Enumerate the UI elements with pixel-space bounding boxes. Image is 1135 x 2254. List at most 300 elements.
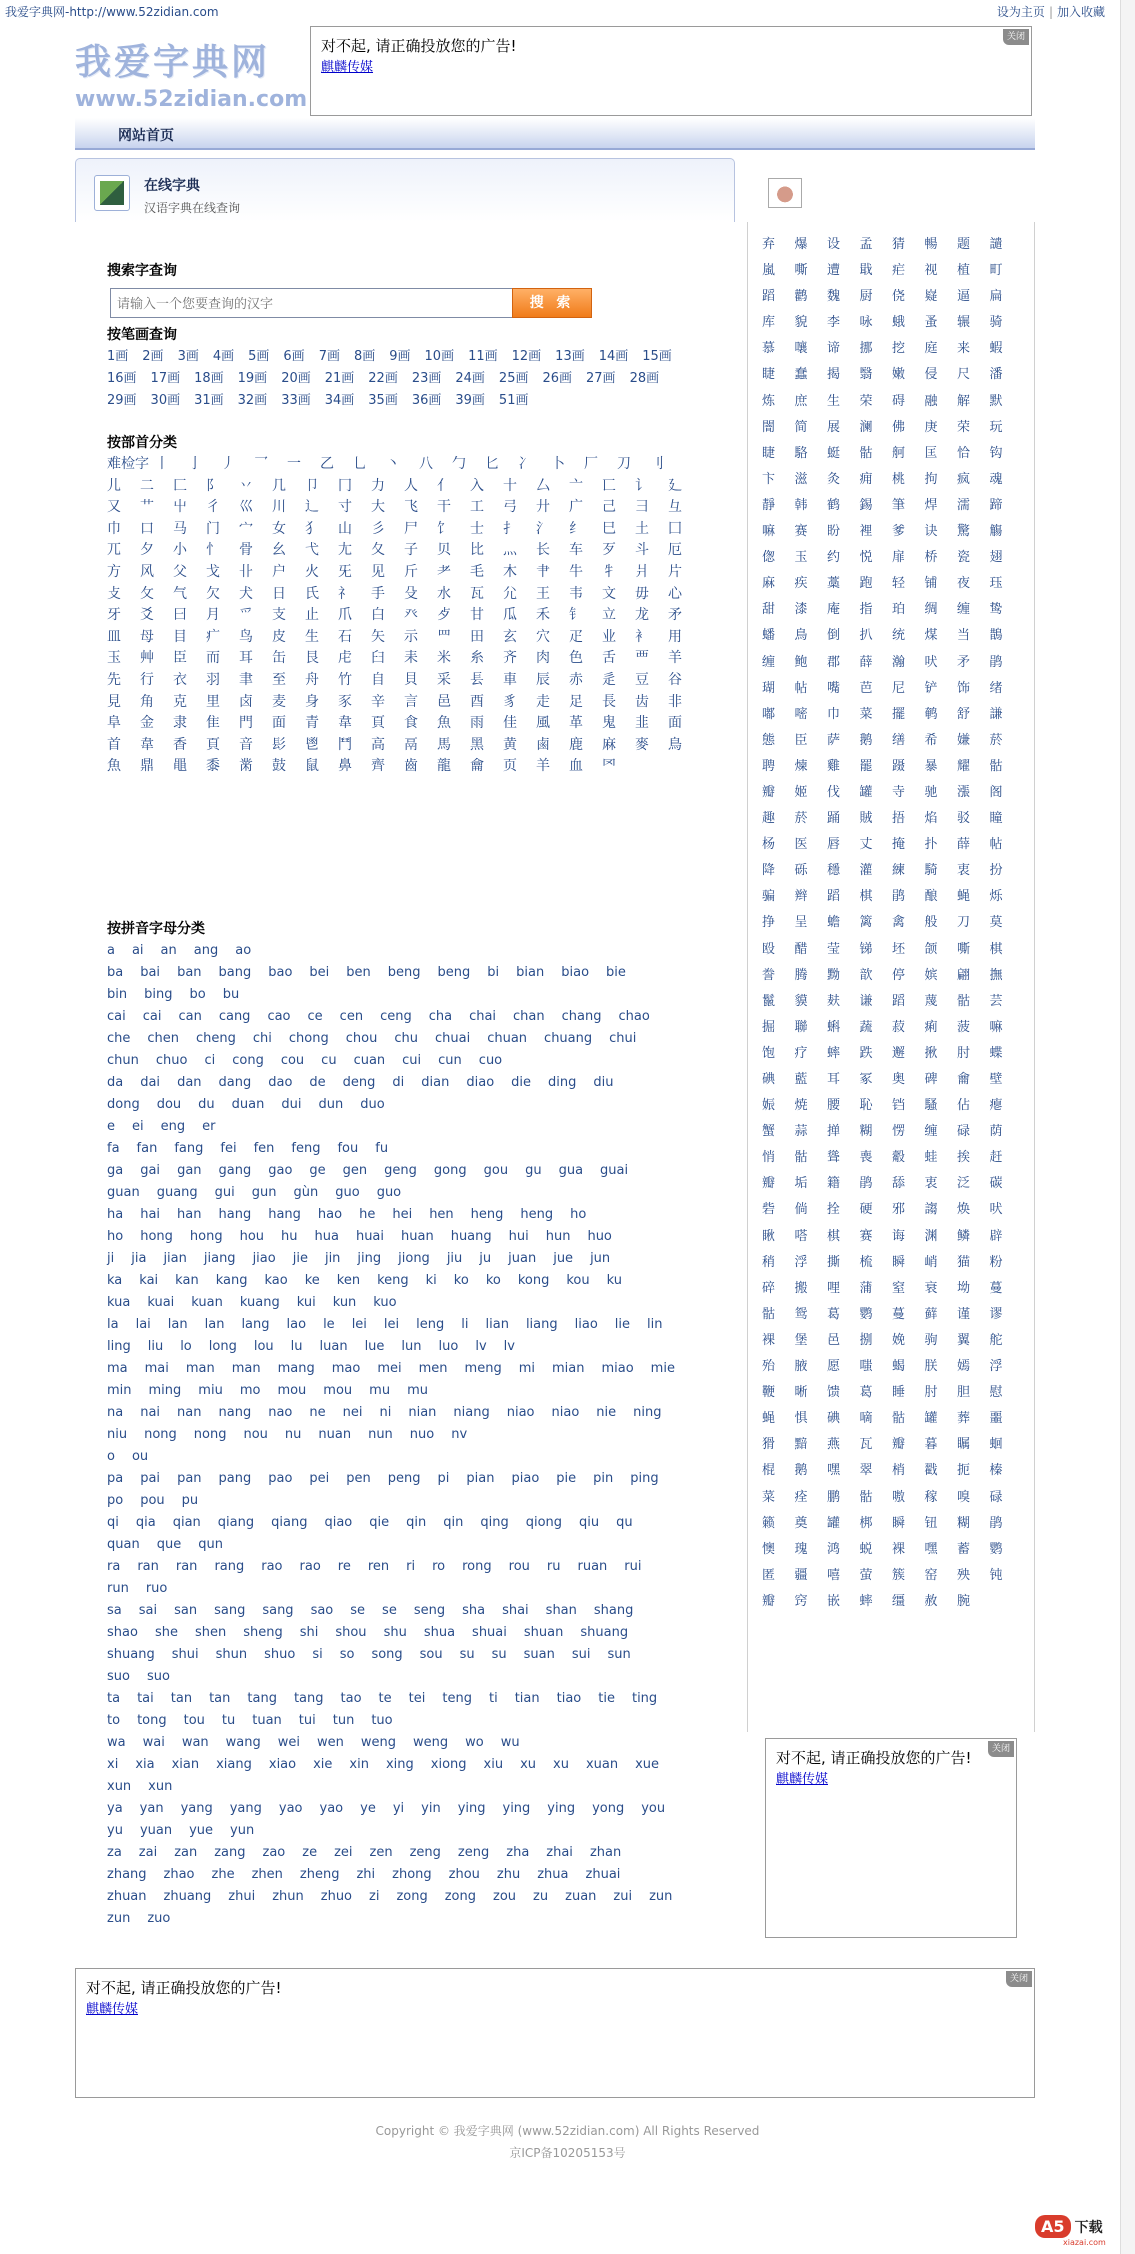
stroke-link[interactable]: 51画 <box>498 393 529 408</box>
radical-link[interactable]: 饣 <box>437 520 451 537</box>
char-link[interactable]: 钝 <box>989 1567 1003 1583</box>
char-link[interactable]: 燕 <box>827 1437 841 1453</box>
pinyin-link[interactable]: can <box>178 1009 202 1024</box>
char-link[interactable]: 練 <box>892 863 906 879</box>
pinyin-link[interactable]: chong <box>288 1031 329 1046</box>
pinyin-link[interactable]: qi <box>107 1515 119 1530</box>
char-link[interactable]: 葬 <box>957 1411 971 1427</box>
stroke-link[interactable]: 18画 <box>194 371 224 386</box>
char-link[interactable]: 肘 <box>924 1385 938 1401</box>
pinyin-link[interactable]: hua <box>314 1229 339 1244</box>
pinyin-link[interactable]: kun <box>332 1295 357 1310</box>
pinyin-link[interactable]: fei <box>220 1141 237 1156</box>
pinyin-link[interactable]: la <box>107 1317 119 1332</box>
char-link[interactable]: 瞅 <box>762 1228 776 1244</box>
char-link[interactable]: 鹃 <box>989 1515 1003 1531</box>
char-link[interactable]: 轻 <box>892 576 906 592</box>
char-link[interactable]: 瞳 <box>989 811 1003 827</box>
radical-link[interactable]: 月 <box>206 607 220 624</box>
radical-link[interactable]: 豆 <box>635 671 649 688</box>
pinyin-link[interactable]: kuang <box>239 1295 280 1310</box>
char-link[interactable]: 嚷 <box>794 341 808 357</box>
pinyin-link[interactable]: weng <box>360 1735 397 1750</box>
radical-link[interactable]: 行 <box>140 671 154 688</box>
pinyin-link[interactable]: zang <box>214 1845 246 1860</box>
radical-link[interactable]: 邑 <box>437 693 451 710</box>
stroke-link[interactable]: 36画 <box>411 393 442 408</box>
radical-link[interactable]: 小 <box>173 542 187 559</box>
pinyin-link[interactable]: ran <box>137 1559 159 1574</box>
char-link[interactable]: 疯 <box>957 471 971 487</box>
char-link[interactable]: 聳 <box>827 1150 841 1166</box>
pinyin-link[interactable]: qiu <box>579 1515 600 1530</box>
char-link[interactable]: 骷 <box>957 993 971 1009</box>
pinyin-link[interactable]: beng <box>387 965 421 980</box>
pinyin-link[interactable]: yue <box>189 1823 214 1838</box>
pinyin-link[interactable]: qin <box>443 1515 464 1530</box>
radical-link[interactable]: 木 <box>503 563 517 580</box>
pinyin-link[interactable]: zhua <box>537 1867 569 1882</box>
char-link[interactable]: 停 <box>892 967 906 983</box>
pinyin-link[interactable]: cong <box>232 1053 264 1068</box>
char-link[interactable]: 簇 <box>892 1567 906 1583</box>
radical-link[interactable]: 斗 <box>635 542 649 559</box>
pinyin-link[interactable]: chen <box>147 1031 180 1046</box>
pinyin-link[interactable]: cang <box>218 1009 251 1024</box>
radical-link[interactable]: 弋 <box>305 542 319 559</box>
char-link[interactable]: 罐 <box>924 1411 938 1427</box>
radical-link[interactable]: 首 <box>107 736 121 753</box>
pinyin-link[interactable]: gùn <box>293 1185 319 1200</box>
pinyin-link[interactable]: sou <box>419 1647 443 1662</box>
char-link[interactable]: 藁 <box>827 576 841 592</box>
stroke-link[interactable]: 10画 <box>424 349 455 364</box>
pinyin-link[interactable]: po <box>107 1493 124 1508</box>
radical-link[interactable]: 日 <box>272 585 286 602</box>
pinyin-link[interactable]: nian <box>408 1405 437 1420</box>
radical-link[interactable]: 田 <box>470 628 484 645</box>
pinyin-link[interactable]: pang <box>218 1471 252 1486</box>
char-link[interactable]: 嘿 <box>827 1463 841 1479</box>
char-link[interactable]: 设 <box>827 237 841 252</box>
pinyin-link[interactable]: xu <box>520 1757 536 1772</box>
radical-link[interactable]: 比 <box>470 542 484 559</box>
char-link[interactable]: 翳 <box>859 367 873 383</box>
char-link[interactable]: 翅 <box>989 550 1003 566</box>
char-link[interactable]: 蝇 <box>762 1411 776 1427</box>
pinyin-link[interactable]: ro <box>432 1559 446 1574</box>
stroke-link[interactable]: 27画 <box>586 371 616 386</box>
char-link[interactable]: 焕 <box>957 1202 971 1218</box>
char-link[interactable]: 愿 <box>827 1359 841 1375</box>
char-link[interactable]: 峭 <box>924 1254 938 1270</box>
pinyin-link[interactable]: diu <box>593 1075 614 1090</box>
pinyin-link[interactable]: zun <box>107 1911 131 1926</box>
pinyin-link[interactable]: ban <box>177 965 202 980</box>
pinyin-link[interactable]: min <box>107 1383 132 1398</box>
pinyin-link[interactable]: lai <box>135 1317 151 1332</box>
radical-link[interactable]: 犭 <box>305 520 319 537</box>
pinyin-link[interactable]: hong <box>140 1229 173 1244</box>
radical-link[interactable]: 彐 <box>635 499 649 516</box>
pinyin-link[interactable]: geng <box>384 1163 417 1178</box>
pinyin-link[interactable]: nei <box>342 1405 363 1420</box>
char-link[interactable]: 跑 <box>859 576 873 592</box>
char-link[interactable]: 粉 <box>989 1254 1003 1270</box>
pinyin-link[interactable]: liang <box>525 1317 558 1332</box>
radical-link[interactable]: 女 <box>272 520 286 537</box>
radical-link[interactable]: 臼 <box>371 650 385 667</box>
char-link[interactable]: 鹅 <box>859 732 873 748</box>
page-scrollbar[interactable] <box>1120 0 1135 2254</box>
radical-link[interactable]: 艹 <box>140 499 154 516</box>
radical-link[interactable]: 禾 <box>536 607 550 624</box>
pinyin-link[interactable]: mou <box>277 1383 307 1398</box>
char-link[interactable]: 聘 <box>762 758 776 774</box>
char-link[interactable]: 疟 <box>892 263 906 279</box>
char-link[interactable]: 態 <box>762 732 776 748</box>
pinyin-link[interactable]: zhou <box>448 1867 480 1882</box>
pinyin-link[interactable]: guai <box>600 1163 629 1178</box>
bookmark-link[interactable]: 加入收藏 <box>1056 5 1105 19</box>
pinyin-link[interactable]: teng <box>442 1691 472 1706</box>
char-link[interactable]: 碍 <box>892 393 906 409</box>
char-link[interactable]: 撕 <box>827 1254 841 1270</box>
pinyin-link[interactable]: sha <box>462 1603 486 1618</box>
char-link[interactable]: 荫 <box>989 1124 1003 1140</box>
pinyin-link[interactable]: fan <box>136 1141 158 1156</box>
pinyin-link[interactable]: ken <box>336 1273 361 1288</box>
radical-link[interactable]: 尢 <box>338 542 352 559</box>
char-link[interactable]: 舵 <box>989 1332 1003 1348</box>
char-link[interactable]: 莫 <box>989 915 1003 931</box>
pinyin-link[interactable]: nuo <box>409 1427 435 1442</box>
char-link[interactable]: 碌 <box>989 1489 1003 1505</box>
pinyin-link[interactable]: shuan <box>523 1625 564 1640</box>
radical-link[interactable]: 鬥 <box>338 736 352 753</box>
radical-link[interactable]: 支 <box>272 607 286 624</box>
char-link[interactable]: 鸷 <box>989 602 1003 618</box>
pinyin-link[interactable]: xiao <box>268 1757 297 1772</box>
char-link[interactable]: 荣 <box>859 393 873 409</box>
radical-link[interactable]: 罓 <box>602 758 616 775</box>
char-link[interactable]: 奠 <box>794 1515 808 1531</box>
pinyin-link[interactable]: cui <box>402 1053 422 1068</box>
radical-link[interactable]: 廴 <box>668 477 682 494</box>
char-link[interactable]: 麻 <box>762 576 776 592</box>
pinyin-link[interactable]: ye <box>360 1801 376 1816</box>
radical-link[interactable]: 穴 <box>536 628 550 645</box>
radical-link[interactable]: 刀 <box>617 456 631 472</box>
char-link[interactable]: 钩 <box>989 445 1003 461</box>
pinyin-link[interactable]: zeng <box>457 1845 490 1860</box>
radical-link[interactable]: 乚 <box>353 456 367 472</box>
char-link[interactable]: 暮 <box>924 1437 938 1453</box>
char-link[interactable]: 挣 <box>762 915 776 931</box>
char-link[interactable]: 奥 <box>892 1072 906 1087</box>
char-link[interactable]: 蠢 <box>794 367 808 383</box>
pinyin-link[interactable]: shuo <box>264 1647 296 1662</box>
char-link[interactable]: 猜 <box>892 237 906 252</box>
pinyin-link[interactable]: yang <box>229 1801 262 1816</box>
char-link[interactable]: 慰 <box>989 1385 1003 1401</box>
radical-link[interactable]: 鸟 <box>239 628 253 645</box>
pinyin-link[interactable]: gou <box>483 1163 509 1178</box>
pinyin-link[interactable]: gen <box>342 1163 368 1178</box>
radical-link[interactable]: 乙 <box>320 456 334 472</box>
char-link[interactable]: 碘 <box>762 1072 776 1087</box>
radical-link[interactable]: 匸 <box>602 477 616 494</box>
radical-link[interactable]: 髟 <box>272 736 286 753</box>
char-link[interactable]: 擺 <box>892 706 906 722</box>
char-link[interactable]: 谨 <box>957 1306 971 1322</box>
pinyin-link[interactable]: dian <box>421 1075 450 1090</box>
radical-link[interactable]: 鬼 <box>602 715 616 732</box>
char-link[interactable]: 蝇 <box>957 889 971 905</box>
stroke-link[interactable]: 3画 <box>177 349 199 364</box>
radical-link[interactable]: 厶 <box>536 477 550 494</box>
char-link[interactable]: 碌 <box>957 1124 971 1140</box>
char-link[interactable]: 鹳 <box>794 289 808 305</box>
char-link[interactable]: 翩 <box>957 967 971 983</box>
char-link[interactable]: 瑚 <box>762 680 776 696</box>
pinyin-link[interactable]: se <box>350 1603 366 1618</box>
pinyin-link[interactable]: run <box>107 1581 129 1596</box>
pinyin-link[interactable]: mo <box>239 1383 261 1398</box>
char-link[interactable]: 搬 <box>794 1280 808 1296</box>
pinyin-link[interactable]: yin <box>421 1801 441 1816</box>
char-link[interactable]: 邪 <box>892 1202 906 1218</box>
ad-link[interactable]: 麒麟传媒 <box>776 1772 829 1787</box>
radical-link[interactable]: 夕 <box>140 542 154 559</box>
char-link[interactable]: 窑 <box>924 1567 938 1583</box>
char-link[interactable]: 魏 <box>827 289 841 305</box>
radical-link[interactable]: 十 <box>503 477 517 494</box>
pinyin-link[interactable]: ting <box>631 1691 658 1706</box>
radical-link[interactable]: 气 <box>173 585 187 602</box>
char-link[interactable]: 匿 <box>762 1567 776 1583</box>
pinyin-link[interactable]: nong <box>193 1427 227 1442</box>
pinyin-link[interactable]: miao <box>601 1361 634 1376</box>
radical-link[interactable]: 臣 <box>173 650 187 667</box>
char-link[interactable]: 藓 <box>924 1306 938 1322</box>
pinyin-link[interactable]: guan <box>107 1185 140 1200</box>
stroke-link[interactable]: 5画 <box>248 349 270 364</box>
pinyin-link[interactable]: jie <box>292 1251 308 1266</box>
pinyin-link[interactable]: hao <box>317 1207 343 1222</box>
radical-link[interactable]: 车 <box>569 542 583 559</box>
char-link[interactable]: 耀 <box>957 758 971 774</box>
radical-link[interactable]: 卤 <box>239 693 253 710</box>
pinyin-link[interactable]: qiong <box>525 1515 563 1530</box>
char-link[interactable]: 尼 <box>892 680 906 696</box>
pinyin-link[interactable]: lv <box>503 1339 515 1354</box>
char-link[interactable]: 瓦 <box>859 1437 873 1453</box>
char-link[interactable]: 侵 <box>924 367 938 383</box>
pinyin-link[interactable]: man <box>231 1361 261 1376</box>
pinyin-link[interactable]: xuan <box>585 1757 619 1772</box>
pinyin-link[interactable]: xin <box>349 1757 369 1772</box>
pinyin-link[interactable]: ying <box>457 1801 486 1816</box>
radical-link[interactable]: 乛 <box>254 456 268 472</box>
pinyin-link[interactable]: lie <box>614 1317 631 1332</box>
radical-link[interactable]: 克 <box>173 693 187 710</box>
radical-link[interactable]: 水 <box>437 585 451 602</box>
char-link[interactable]: 骷 <box>989 758 1003 774</box>
char-link[interactable]: 扑 <box>924 837 938 853</box>
char-link[interactable]: 绸 <box>924 602 938 618</box>
char-link[interactable]: 稼 <box>924 1489 938 1505</box>
radical-link[interactable]: 二 <box>140 477 154 494</box>
pinyin-link[interactable]: ding <box>548 1075 577 1090</box>
char-link[interactable]: 喪 <box>859 1150 873 1166</box>
radical-link[interactable]: 覀 <box>635 650 649 667</box>
pinyin-link[interactable]: su <box>491 1647 507 1662</box>
char-link[interactable]: 壁 <box>989 1072 1003 1087</box>
char-link[interactable]: 帖 <box>794 680 808 696</box>
pinyin-link[interactable]: xie <box>313 1757 333 1772</box>
radical-link[interactable]: 米 <box>437 650 451 667</box>
radical-link[interactable]: 大 <box>371 499 385 516</box>
radical-link[interactable]: 非 <box>668 693 682 710</box>
pinyin-link[interactable]: gong <box>433 1163 467 1178</box>
char-link[interactable]: 珏 <box>989 576 1003 592</box>
pinyin-link[interactable]: e <box>107 1119 115 1134</box>
radical-link[interactable]: 寸 <box>338 499 352 516</box>
char-link[interactable]: 滋 <box>794 471 808 487</box>
radical-link[interactable]: 血 <box>569 758 583 775</box>
char-link[interactable]: 暴 <box>924 758 938 774</box>
radical-link[interactable]: 歺 <box>437 607 451 624</box>
char-link[interactable]: 钮 <box>924 1515 938 1531</box>
char-link[interactable]: 町 <box>989 263 1003 279</box>
char-link[interactable]: 娠 <box>762 1098 776 1114</box>
pinyin-link[interactable]: so <box>339 1647 355 1662</box>
char-link[interactable]: 展 <box>827 419 841 435</box>
pinyin-link[interactable]: zhuan <box>107 1889 147 1904</box>
pinyin-link[interactable]: pei <box>309 1471 330 1486</box>
radical-link[interactable]: 韦 <box>569 585 583 602</box>
pinyin-link[interactable]: ping <box>630 1471 659 1486</box>
char-link[interactable]: 矛 <box>957 654 971 670</box>
char-link[interactable]: 蟀 <box>859 1593 873 1609</box>
char-link[interactable]: 睫 <box>762 445 776 461</box>
pinyin-link[interactable]: ba <box>107 965 124 980</box>
pinyin-link[interactable]: ne <box>309 1405 326 1420</box>
pinyin-link[interactable]: ci <box>204 1053 216 1068</box>
char-link[interactable]: 蹈 <box>827 889 841 905</box>
pinyin-link[interactable]: fou <box>337 1141 359 1156</box>
pinyin-link[interactable]: kong <box>517 1273 550 1288</box>
pinyin-link[interactable]: a <box>107 943 115 958</box>
char-link[interactable]: 韩 <box>794 497 808 513</box>
char-link[interactable]: 梳 <box>859 1254 873 1270</box>
char-link[interactable]: 盼 <box>827 524 841 540</box>
stroke-link[interactable]: 31画 <box>194 393 224 408</box>
pinyin-link[interactable]: xia <box>135 1757 155 1772</box>
pinyin-link[interactable]: shui <box>171 1647 199 1662</box>
pinyin-link[interactable]: chuan <box>487 1031 528 1046</box>
char-link[interactable]: 蔬 <box>859 1019 873 1035</box>
pinyin-link[interactable]: xu <box>553 1757 569 1772</box>
pinyin-link[interactable]: rui <box>624 1559 642 1574</box>
radical-link[interactable]: 八 <box>419 456 433 472</box>
radical-link[interactable]: 牛 <box>569 563 583 580</box>
pinyin-link[interactable]: zuo <box>147 1911 171 1926</box>
char-link[interactable]: 桥 <box>924 550 938 566</box>
pinyin-link[interactable]: lo <box>180 1339 192 1354</box>
char-link[interactable]: 丈 <box>859 837 873 853</box>
pinyin-link[interactable]: zhong <box>392 1867 432 1882</box>
pinyin-link[interactable]: ko <box>453 1273 469 1288</box>
radical-link[interactable]: 肀 <box>536 563 550 580</box>
char-link[interactable]: 嗅 <box>957 1489 971 1505</box>
stroke-link[interactable]: 29画 <box>107 393 137 408</box>
char-link[interactable]: 窍 <box>794 1593 808 1609</box>
pinyin-link[interactable]: ra <box>107 1559 121 1574</box>
char-link[interactable]: 睡 <box>892 1385 906 1401</box>
radical-link[interactable]: 癶 <box>404 607 418 624</box>
radical-link[interactable]: 酉 <box>470 693 484 710</box>
pinyin-link[interactable]: zui <box>613 1889 633 1904</box>
pinyin-link[interactable]: kuai <box>147 1295 175 1310</box>
char-link[interactable]: 唇 <box>827 837 841 853</box>
pinyin-link[interactable]: zong <box>396 1889 428 1904</box>
pinyin-link[interactable]: ying <box>502 1801 531 1816</box>
radical-link[interactable]: 耒 <box>404 650 418 667</box>
char-link[interactable]: 蛔 <box>989 1437 1003 1453</box>
pinyin-link[interactable]: di <box>392 1075 405 1090</box>
radical-link[interactable]: 丨 <box>155 456 169 472</box>
char-link[interactable]: 医 <box>794 837 808 853</box>
radical-link[interactable]: 页 <box>503 758 517 775</box>
radical-link[interactable]: 犬 <box>239 585 253 602</box>
stroke-link[interactable]: 20画 <box>281 371 311 386</box>
search-input[interactable] <box>110 288 513 318</box>
pinyin-link[interactable]: tei <box>408 1691 426 1706</box>
char-link[interactable]: 娩 <box>892 1332 906 1348</box>
char-link[interactable]: 蟹 <box>762 1124 776 1140</box>
char-link[interactable]: 掘 <box>762 1019 776 1035</box>
pinyin-link[interactable]: tan <box>209 1691 231 1706</box>
radical-link[interactable]: 音 <box>239 736 253 753</box>
radical-link[interactable]: 黽 <box>173 758 187 775</box>
radical-link[interactable]: 矛 <box>668 607 682 624</box>
pinyin-link[interactable]: xun <box>148 1779 173 1794</box>
char-link[interactable]: 誊 <box>762 967 776 983</box>
pinyin-link[interactable]: hang <box>218 1207 252 1222</box>
char-link[interactable]: 默 <box>989 393 1003 409</box>
radical-link[interactable]: 殳 <box>404 585 418 602</box>
char-link[interactable]: 庭 <box>924 341 938 357</box>
char-link[interactable]: 瓣 <box>762 1176 776 1192</box>
char-link[interactable]: 蟠 <box>762 628 776 644</box>
pinyin-link[interactable]: su <box>459 1647 475 1662</box>
pinyin-link[interactable]: leng <box>416 1317 445 1332</box>
char-link[interactable]: 谬 <box>989 1306 1003 1322</box>
pinyin-link[interactable]: ta <box>107 1691 121 1706</box>
char-link[interactable]: 捂 <box>892 811 906 827</box>
pinyin-link[interactable]: jiang <box>203 1251 236 1266</box>
pinyin-link[interactable]: yan <box>139 1801 164 1816</box>
radical-link[interactable]: 母 <box>140 628 154 645</box>
pinyin-link[interactable]: rang <box>214 1559 245 1574</box>
pinyin-link[interactable]: qin <box>406 1515 427 1530</box>
char-link[interactable]: 賊 <box>859 811 873 827</box>
char-link[interactable]: 嘟 <box>762 706 776 722</box>
char-link[interactable]: 蹑 <box>892 758 906 774</box>
char-link[interactable]: 翼 <box>957 1332 971 1348</box>
